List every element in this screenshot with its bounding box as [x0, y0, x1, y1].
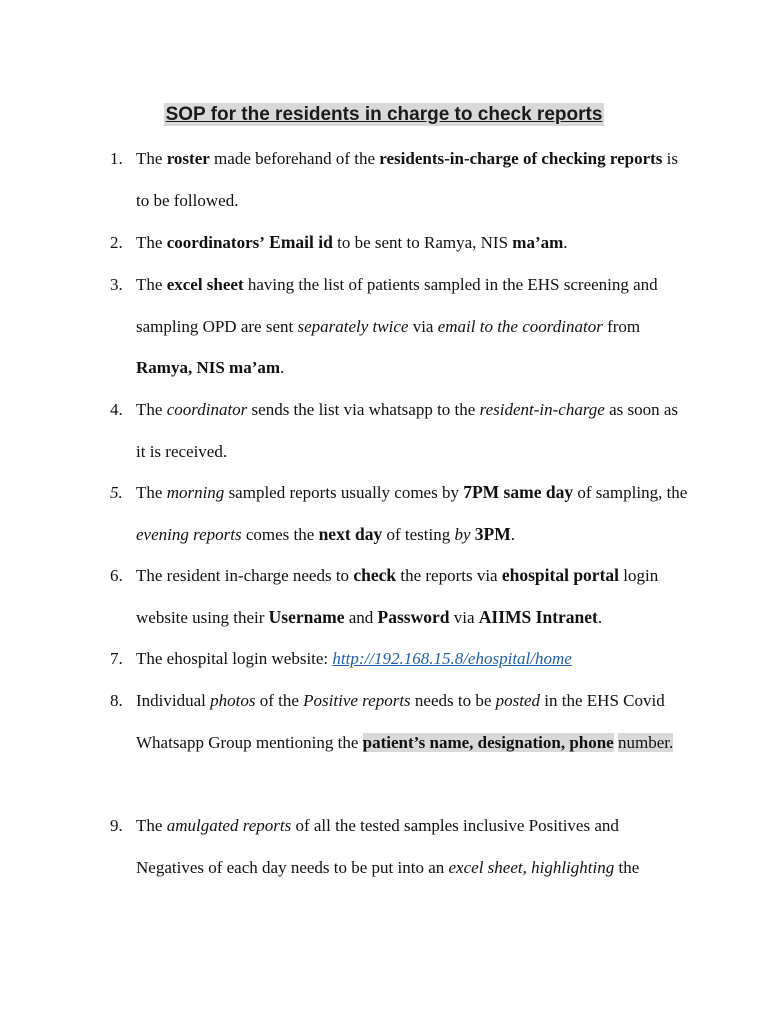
item-text: The coordinator sends the list via whatsapp to the resident-in-charge as soon as it is received. — [136, 400, 679, 461]
title-text: SOP for the residents in charge to check reports — [165, 104, 603, 125]
item-number: 8. — [110, 691, 123, 710]
item-number: 2. — [110, 233, 123, 252]
list-item-5 — [110, 472, 690, 555]
ehospital-link[interactable]: http://192.168.15.8/ehospital/home — [332, 649, 572, 668]
list-item-4 — [110, 389, 690, 472]
item-number: 4. — [110, 400, 123, 419]
highlighted-text: patient’s name, designation, phone — [362, 732, 614, 752]
item-text: The morning sampled reports usually comes by 7PM same day of sampling, the evening reports comes the next day of testing by 3PM. — [136, 482, 688, 544]
item-number: 1. — [110, 149, 123, 168]
item-text: Individual photos of the Positive reports needs to be posted in the EHS Covid Whatsapp Group mentioning the patient’s name, designation, phone number. — [136, 691, 674, 752]
item-number: 5. — [110, 483, 123, 502]
list-item-9 — [110, 805, 690, 888]
item-number: 9. — [110, 816, 123, 835]
list-item-2 — [110, 222, 690, 264]
item-number: 3. — [110, 275, 123, 294]
list-item-1 — [110, 138, 690, 221]
list-item-6 — [110, 555, 690, 638]
item-text: The resident in-charge needs to check the reports via ehospital portal login website using their Username and Password via AIIMS Intranet. — [136, 565, 659, 627]
item-number: 6. — [110, 566, 123, 585]
item-text: The amulgated reports of all the tested samples inclusive Positives and Negatives of each day needs to be put into an excel sheet, highlighting the — [136, 816, 640, 877]
item-text: The excel sheet having the list of patients sampled in the EHS screening and sampling OPD are sent separately twice via email to the coordinator from Ramya, NIS ma’am. — [136, 275, 658, 378]
list-item-8 — [110, 680, 690, 763]
item-text: The roster made beforehand of the residents-in-charge of checking reports is to be followed. — [136, 149, 678, 210]
list-item-3 — [110, 264, 690, 389]
highlighted-text: number. — [617, 732, 674, 752]
document-title — [0, 104, 768, 126]
item-text: The ehospital login website: http://192.168.15.8/ehospital/home — [136, 649, 572, 668]
list-item-7 — [110, 638, 690, 680]
item-number: 7. — [110, 649, 123, 668]
item-text: The coordinators’ Email id to be sent to Ramya, NIS ma’am. — [136, 232, 568, 252]
